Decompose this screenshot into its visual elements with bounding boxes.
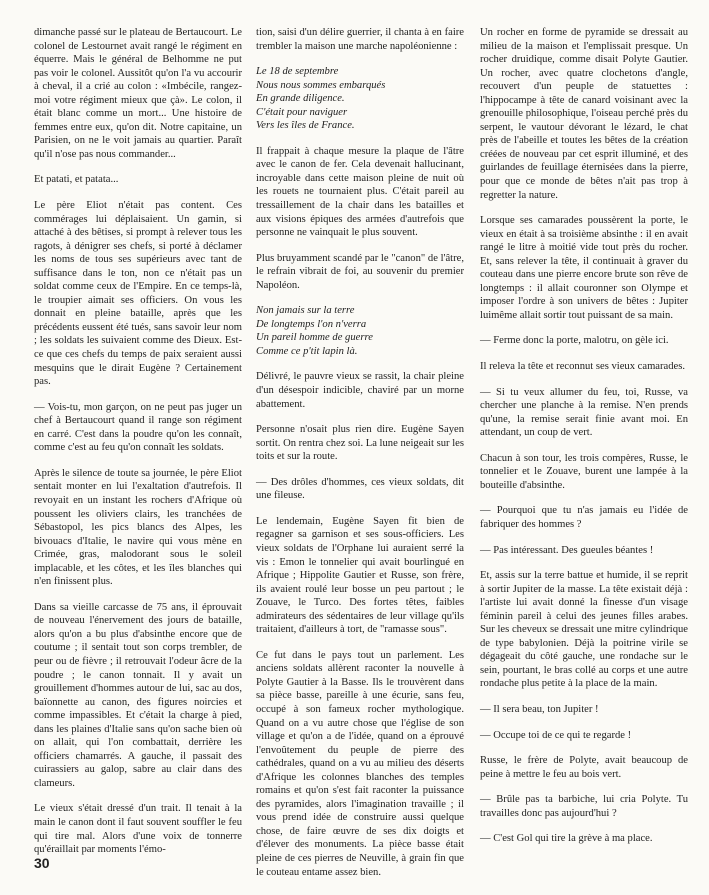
paragraph: Et, assis sur la terre battue et humide, il se reprit à sortir Jupiter de la masse. La tête existait déjà : l'artiste lui avait donné la finesse d'un visage féminin pareil à celui des jeunes filles arabes. Sur les cheveux se dressait une mitre cylindrique de type babylonien. Déjà la poitrine virile se dégageait du côté gauche, une rondache sur le sein, pourtant, le bras collé au corps et une autre rondache plus petite à la place de la main. bbox=[480, 570, 688, 690]
paragraph: Le lendemain, Eugène Sayen fit bien de regagner sa garnison et ses sous-officiers. Les vieux soldats de l'Orphane lui auraient serré la vis : Emon le tonnelier qui avait bourlingué en Afrique ; Hippolite Gautier et Russe, son frère, ils avaient roulé leur bosse un peu partout ; le Zouave, le Turco. Des fortes têtes, faibles admirateurs des sédentaires de leur village qu'ils traitaient, d'ailleurs à tort, de "ramasse sous". bbox=[256, 515, 464, 636]
paragraph: Plus bruyamment scandé par le "canon" de l'âtre, le refrain vibrait de foi, au souvenir du premier Napoléon. bbox=[256, 252, 464, 291]
paragraph: Et patati, et patata... bbox=[34, 174, 119, 186]
paragraph: — Pas intéressant. Des gueules béantes ! bbox=[480, 544, 654, 556]
paragraph: Dans sa vieille carcasse de 75 ans, il éprouvait de nouveau l'énervement des jours de bataille, alors qu'on a bu plus d'absinthe encore que de coutume ; il sentait tout son corps trembler, de peur ou de fièvre ; il retrouvait l'odeur âcre de la poudre ; le canon tonnait. Il y avait un grouillement d'hommes autour de lui, sac au dos, baïonnette au canon, des figures noircies et comme impassibles. Et c'était la charge à pied, dans les plaines d'Italie sans qu'on sache bien où on allait, qui l'on combattait, derrière les officiers chamarrés. A gauche, il passait des cuirassiers au galop, sabre au clair dans des clameurs. bbox=[34, 601, 242, 789]
paragraph: Il releva la tête et reconnut ses vieux camarades. bbox=[480, 361, 686, 373]
verse-line: Nous nous sommes embarqués bbox=[256, 79, 386, 91]
paragraph: tion, saisi d'un délire guerrier, il chanta à en faire trembler la maison une marche napoléonienne : bbox=[256, 27, 464, 52]
paragraph: — Il sera beau, ton Jupiter ! bbox=[480, 703, 599, 715]
verse-line: De longtemps l'on n'verra bbox=[256, 318, 367, 330]
verse-line: Vers les îles de France. bbox=[256, 120, 355, 132]
paragraph: — Occupe toi de ce qui te regarde ! bbox=[480, 729, 632, 741]
paragraph: — Pourquoi que tu n'as jamais eu l'idée de fabriquer des hommes ? bbox=[480, 505, 688, 530]
paragraph: Délivré, le pauvre vieux se rassit, la chair pleine d'un désespoir indicible, chaviré par un morne abattement. bbox=[256, 371, 464, 410]
paragraph: Il frappait à chaque mesure la plaque de l'âtre avec le canon de fer. Cela devenait hallucinant, incroyable dans cette maison pleine de nuit où les rouets ne tournaient plus. C'était pareil au tressaillement de la chair dans les batailles et aux visions épiques des armées d'autrefois que personne ne vainquait le plus souvent. bbox=[256, 145, 464, 239]
paragraph: Le père Eliot n'était pas content. Ces commérages lui déplaisaient. Un gamin, si attaché à des bêtises, si prompt à relever tous les ragots, à dénigrer ses chefs, si porté à déclamer les noms de tous ses supérieurs avec tant de suffisance dans le ton, non ce n'était pas un soldat comme ceux de l'Empire. En ce temps-là, le troupier aimait ses officiers. On vous les donnait en pleine bataille, après que les précédents eussent été tués, sans savoir leur nom ; les soldats les suivaient comme des Dieux. Est-ce que ces chefs du temps de paix seraient aussi mesquins que le dirait Eugène ? Certainement pas. bbox=[34, 200, 242, 388]
paragraph: Personne n'osait plus rien dire. Eugène Sayen sortit. On rentra chez soi. La lune neigeait sur les toits et sur la route. bbox=[256, 424, 464, 463]
paragraph: — Vois-tu, mon garçon, on ne peut pas juger un chef à Bertaucourt quand il range son régiment en carré. C'est dans la poudre qu'on les connaît, comme c'est au feu qu'on connaît les soldats. bbox=[34, 401, 242, 454]
paragraph: Lorsque ses camarades poussèrent la porte, le vieux en était à sa troisième absinthe : il en avait rangé le litre à moitié vide tout près du rocher. Et, sans relever la tête, il continuait à graver du couteau dans une pierre encore brute son rêve de longtemps : il allait couronner son Olympe et imposer l'ordre à son univers de bêtes : Jupiter luimême allait sortir tout puissant de sa main. bbox=[480, 215, 688, 321]
text-column-left bbox=[34, 26, 242, 869]
verse-stanza bbox=[256, 304, 464, 358]
paragraph: Après le silence de toute sa journée, le père Eliot sentait monter en lui l'exaltation d'autrefois. Il revoyait en un instant les rochers d'Afrique où poussent les oliviers clairs, les tranchées de Sébastopol, les pics blancs des Alpes, les bivouacs d'Italie, le navire qui vous mène en Crimée, gras, malodorant sous le soleil implacable, et les côtes, et les îles blanches qui n'en finissent plus. bbox=[34, 467, 242, 588]
paragraph: — C'est Gol qui tire la grève à ma place. bbox=[480, 833, 653, 845]
verse-line: Un pareil homme de guerre bbox=[256, 332, 373, 344]
verse-line: Le 18 de septembre bbox=[256, 66, 339, 78]
verse-line: Non jamais sur la terre bbox=[256, 305, 355, 317]
verse-line: C'était pour naviguer bbox=[256, 106, 348, 118]
paragraph: Chacun à son tour, les trois compères, Russe, le tonnelier et le Zouave, burent une lampée à la bouteille d'absinthe. bbox=[480, 452, 688, 491]
paragraph: — Si tu veux allumer du feu, toi, Russe, va chercher une planche à la remise. N'en prends qu'une, la remise serait finie avant moi. En attendant, un coup de vert. bbox=[480, 386, 688, 439]
verse-line: Comme ce p'tit lapin là. bbox=[256, 345, 358, 357]
verse-stanza bbox=[256, 65, 464, 133]
paragraph: — Ferme donc la porte, malotru, on gèle ici. bbox=[480, 335, 669, 347]
page-number: 30 bbox=[34, 855, 50, 871]
text-column-middle bbox=[256, 26, 464, 891]
paragraph: — Brûle pas ta barbiche, lui cria Polyte. Tu travailles donc pas aujourd'hui ? bbox=[480, 794, 688, 819]
paragraph: Ce fut dans le pays tout un parlement. Les anciens soldats allèrent raconter la nouvelle à Polyte Gautier à la Basse. Ils le trouvèrent dans sa pièce basse, pareille à une écurie, sans feu, occupé à son fameux rocher mythologique. Quand on a vu autre chose que l'église de son village et qu'on a de l'idée, quand on a éprouvé l'envoûtement du peuple de pierre des cathédrales, quand on a vu au milieu des déserts d'Afrique les colonnes blanches des temples romains et qu'on s'est fait raconter la puissance des pyramides, alors l'imagination travaille ; il vous prend idée de construire aussi quelque chose, de faire œuvre de ses dix doigts et d'élever des monuments. La pièce basse était pleine de ces pierres de Neuville, à grain fin que le couteau entame assez bien. bbox=[256, 649, 464, 878]
paragraph: Le vieux s'était dressé d'un trait. Il tenait à la main le canon dont il faut souvent souffler le feu qui tire mal. Alors d'une voix de tonnerre qu'éraillait par moments l'émo- bbox=[34, 803, 242, 856]
paragraph: dimanche passé sur le plateau de Bertaucourt. Le colonel de Lestournet avait rangé le régiment en équerre. Mais le général de Belhomme ne put pas voir le colonel. Aussitôt qu'on l'a vu accourir à cheval, il a crié au colon : «Imbécile, rangez-moi votre régiment mieux que çà». Le colon, il était blanc comme un mort... Une histoire de femmes entre eux, qu'on dit. Notre capitaine, un Parisien, on ne le voit jamais au quartier. Paraît qu'il n'ose pas nous commander... bbox=[34, 27, 242, 160]
paragraph: Russe, le frère de Polyte, avait beaucoup de peine à mettre le feu au bois vert. bbox=[480, 755, 688, 780]
paragraph: — Des drôles d'hommes, ces vieux soldats, dit une fileuse. bbox=[256, 476, 464, 502]
paragraph: Un rocher en forme de pyramide se dressait au milieu de la maison et l'emplissait presque. Un rocher druidique, comme disait Polyte Gautier. Un rocher, avec quatre clochetons d'angle, recouvert d'un peuple de statuettes : l'hippocampe à tête de canard voisinant avec la grenouille philosophique, l'oiseau perché près du serpent, le vautour dévorant le lézard, le chat près de l'abeille et toutes les bêtes de la création créées de nouveau par cet esprit illuminé, et des guirlandes de feuillage éternisées dans la pierre, pour que ce monde de bêtes n'ait pas trop à regretter la nature. bbox=[480, 27, 688, 201]
text-column-right bbox=[480, 26, 688, 858]
verse-line: En grande diligence. bbox=[256, 93, 345, 105]
